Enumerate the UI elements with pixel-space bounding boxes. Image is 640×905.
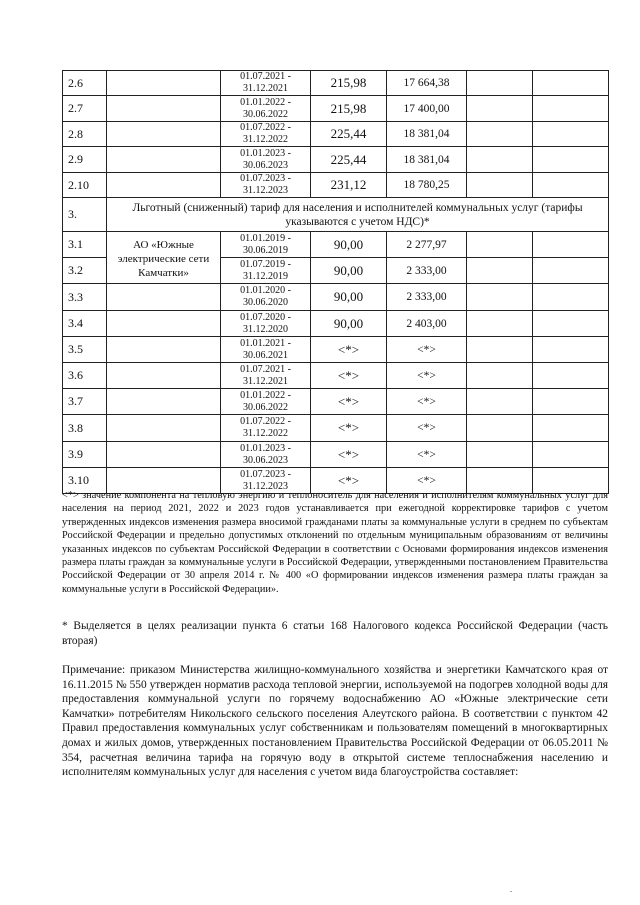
table-row xyxy=(63,442,609,468)
tariff-value: 225,44 xyxy=(311,122,387,147)
section-3-row xyxy=(63,198,609,232)
period-start: 01.07.2023 - xyxy=(240,173,291,184)
empty-cell xyxy=(533,284,609,311)
empty-cell xyxy=(467,147,533,173)
period-start: 01.07.2022 - xyxy=(240,416,291,427)
total-value: <*> xyxy=(387,442,467,468)
tariff-value: <*> xyxy=(311,337,387,363)
period-end: 31.12.2021 xyxy=(243,375,288,387)
tariff-value: 215,98 xyxy=(311,71,387,96)
period-cell xyxy=(221,442,311,468)
empty-cell xyxy=(533,232,609,258)
organization-cell xyxy=(107,96,221,122)
total-value: 2 277,97 xyxy=(387,232,467,258)
period-cell xyxy=(221,363,311,389)
period-end: 31.12.2019 xyxy=(243,270,288,282)
organization-cell xyxy=(107,173,221,198)
empty-cell xyxy=(467,363,533,389)
organization-name: АО «Южные электрические сети Камчатки» xyxy=(107,232,221,284)
organization-cell xyxy=(107,71,221,96)
period-cell xyxy=(221,258,311,284)
row-number: 3.5 xyxy=(63,337,107,363)
organization-cell xyxy=(107,363,221,389)
organization-cell xyxy=(107,442,221,468)
empty-cell xyxy=(533,173,609,198)
period-start: 01.01.2019 - xyxy=(240,232,291,244)
tariff-table xyxy=(62,70,609,494)
period-start: 01.01.2023 - xyxy=(240,442,291,454)
row-number: 3.10 xyxy=(63,468,107,494)
total-value: 17 664,38 xyxy=(387,71,467,96)
empty-cell xyxy=(467,71,533,96)
period-cell xyxy=(221,311,311,337)
period-start: 01.07.2022 - xyxy=(240,122,291,133)
table-row xyxy=(63,96,609,122)
row-number: 3.1 xyxy=(63,232,107,258)
empty-cell xyxy=(533,311,609,337)
period-cell xyxy=(221,232,311,258)
empty-cell xyxy=(533,96,609,122)
total-value: 2 333,00 xyxy=(387,284,467,311)
empty-cell xyxy=(467,311,533,337)
period-end: 31.12.2022 xyxy=(243,134,288,145)
table-row xyxy=(63,122,609,147)
empty-cell xyxy=(467,96,533,122)
period-end: 30.06.2021 xyxy=(243,349,288,361)
period-end: 30.06.2022 xyxy=(243,401,288,413)
empty-cell xyxy=(533,337,609,363)
empty-cell xyxy=(533,258,609,284)
tariff-value: <*> xyxy=(311,389,387,415)
empty-cell xyxy=(467,173,533,198)
tariff-value: <*> xyxy=(311,363,387,389)
table-row xyxy=(63,415,609,442)
row-number: 2.10 xyxy=(63,173,107,198)
period-start: 01.07.2021 - xyxy=(240,363,291,375)
vat-footnote: * Выделяется в целях реализации пункта 6 статьи 168 Налогового кодекса Российской Федерации (часть вторая) xyxy=(62,620,608,647)
period-end: 30.06.2023 xyxy=(243,454,288,466)
total-value: <*> xyxy=(387,363,467,389)
row-number: 3.8 xyxy=(63,415,107,442)
total-value: 18 780,25 xyxy=(387,173,467,198)
period-end: 30.06.2023 xyxy=(243,159,288,171)
period-start: 01.01.2022 - xyxy=(240,96,291,108)
total-value: 2 333,00 xyxy=(387,258,467,284)
empty-cell xyxy=(467,284,533,311)
period-cell xyxy=(221,122,311,147)
row-number: 3.6 xyxy=(63,363,107,389)
period-end: 31.12.2022 xyxy=(243,428,288,439)
empty-cell xyxy=(533,147,609,173)
total-value: 18 381,04 xyxy=(387,147,467,173)
period-cell xyxy=(221,173,311,198)
tariff-value: 225,44 xyxy=(311,147,387,173)
period-end: 30.06.2020 xyxy=(243,297,288,308)
tariff-value: <*> xyxy=(311,415,387,442)
period-cell xyxy=(221,337,311,363)
table-row xyxy=(63,363,609,389)
empty-cell xyxy=(533,389,609,415)
period-end: 31.12.2023 xyxy=(243,185,288,196)
tariff-value: <*> xyxy=(311,468,387,494)
period-start: 01.01.2023 - xyxy=(240,147,291,159)
tariff-value: 231,12 xyxy=(311,173,387,198)
period-cell xyxy=(221,147,311,173)
period-cell xyxy=(221,389,311,415)
section-number: 3. xyxy=(63,198,107,232)
period-start: 01.01.2020 - xyxy=(240,285,291,296)
table-row xyxy=(63,311,609,337)
table-row xyxy=(63,389,609,415)
table-row xyxy=(63,284,609,311)
empty-cell xyxy=(467,389,533,415)
empty-cell xyxy=(467,122,533,147)
total-value: 18 381,04 xyxy=(387,122,467,147)
period-end: 30.06.2019 xyxy=(243,244,288,256)
row-number: 3.4 xyxy=(63,311,107,337)
period-start: 01.07.2021 - xyxy=(240,71,291,82)
period-cell xyxy=(221,284,311,311)
total-value: <*> xyxy=(387,337,467,363)
asterisk-note: <*> значение компонента на тепловую энергию и теплоноситель для населения и исполнителям коммунальных услуг для населения на период 2021, 2022 и 2023 годов устанавливается при ежегодной корректировке тарифов с учетом утвержденных индексов изменения размера вносимой гражданами платы за коммунальные услуги в среднем по субъектам Российской Федерации и предельно допустимых отклонений по отдельным муниципальным образованиям от величины указанных индексов по субъектам Российской Федерации в соответствии с Основами формирования индексов изменения размера платы граждан за коммунальные услуги в Российской Федерации, утвержденными постановлением Правительства Российской Федерации от 30 апреля 2014 г. № 400 «О формировании индексов изменения размера платы граждан за коммунальные услуги в Российской Федерации». xyxy=(62,490,608,595)
tariff-value: <*> xyxy=(311,442,387,468)
table-row xyxy=(63,147,609,173)
empty-cell xyxy=(467,258,533,284)
page-mark: . xyxy=(510,885,512,894)
total-value: 17 400,00 xyxy=(387,96,467,122)
organization-cell xyxy=(107,389,221,415)
section-title: Льготный (сниженный) тариф для населения и исполнителей коммунальных услуг (тарифы указываются с учетом НДС)* xyxy=(107,198,609,232)
period-cell xyxy=(221,96,311,122)
table-row xyxy=(63,232,609,258)
tariff-value: 215,98 xyxy=(311,96,387,122)
organization-cell xyxy=(107,337,221,363)
period-start: 01.07.2023 - xyxy=(240,468,291,480)
period-end: 31.12.2023 xyxy=(243,480,288,492)
period-end: 31.12.2021 xyxy=(243,83,288,94)
organization-cell xyxy=(107,284,221,311)
organization-cell xyxy=(107,415,221,442)
table-row xyxy=(63,71,609,96)
row-number: 3.9 xyxy=(63,442,107,468)
row-number: 2.8 xyxy=(63,122,107,147)
tariff-value: 90,00 xyxy=(311,232,387,258)
empty-cell xyxy=(467,442,533,468)
empty-cell xyxy=(467,415,533,442)
row-number: 2.9 xyxy=(63,147,107,173)
tariff-value: 90,00 xyxy=(311,284,387,311)
period-cell xyxy=(221,415,311,442)
total-value: <*> xyxy=(387,389,467,415)
organization-cell xyxy=(107,147,221,173)
tariff-value: 90,00 xyxy=(311,311,387,337)
row-number: 2.6 xyxy=(63,71,107,96)
total-value: <*> xyxy=(387,415,467,442)
row-number: 3.7 xyxy=(63,389,107,415)
table-row xyxy=(63,337,609,363)
organization-cell xyxy=(107,122,221,147)
total-value: 2 403,00 xyxy=(387,311,467,337)
period-start: 01.01.2021 - xyxy=(240,337,291,349)
period-start: 01.01.2022 - xyxy=(240,389,291,401)
total-value: <*> xyxy=(387,468,467,494)
organization-cell xyxy=(107,311,221,337)
empty-cell xyxy=(533,415,609,442)
period-cell xyxy=(221,71,311,96)
row-number: 2.7 xyxy=(63,96,107,122)
empty-cell xyxy=(533,363,609,389)
period-start: 01.07.2020 - xyxy=(240,311,291,323)
empty-cell xyxy=(533,122,609,147)
empty-cell xyxy=(467,232,533,258)
empty-cell xyxy=(533,442,609,468)
empty-cell xyxy=(533,71,609,96)
table-row xyxy=(63,173,609,198)
remark-paragraph: Примечание: приказом Министерства жилищно-коммунального хозяйства и энергетики Камчатского края от 16.11.2015 № 550 утвержден норматив расхода тепловой энергии, используемой на подогрев холодной воды для предоставления коммунальной услуги по горячему водоснабжению АО «Южные электрические сети Камчатки» потребителям Никольского сельского поселения Алеутского района. В соответствии с пунктом 42 Правил предоставления коммунальных услуг собственникам и пользователям помещений в многоквартирных домах и жилых домов, утвержденных постановлением Правительства Российской Федерации от 06.05.2011 № 354, расчетная величина тарифа на горячую воду в открытой системе теплоснабжения населению и исполнителям коммунальных услуг для населения с учетом вида благоустройства составляет: xyxy=(62,664,608,779)
tariff-value: 90,00 xyxy=(311,258,387,284)
empty-cell xyxy=(467,337,533,363)
row-number: 3.3 xyxy=(63,284,107,311)
row-number: 3.2 xyxy=(63,258,107,284)
period-end: 31.12.2020 xyxy=(243,323,288,335)
period-start: 01.07.2019 - xyxy=(240,258,291,270)
period-end: 30.06.2022 xyxy=(243,108,288,120)
